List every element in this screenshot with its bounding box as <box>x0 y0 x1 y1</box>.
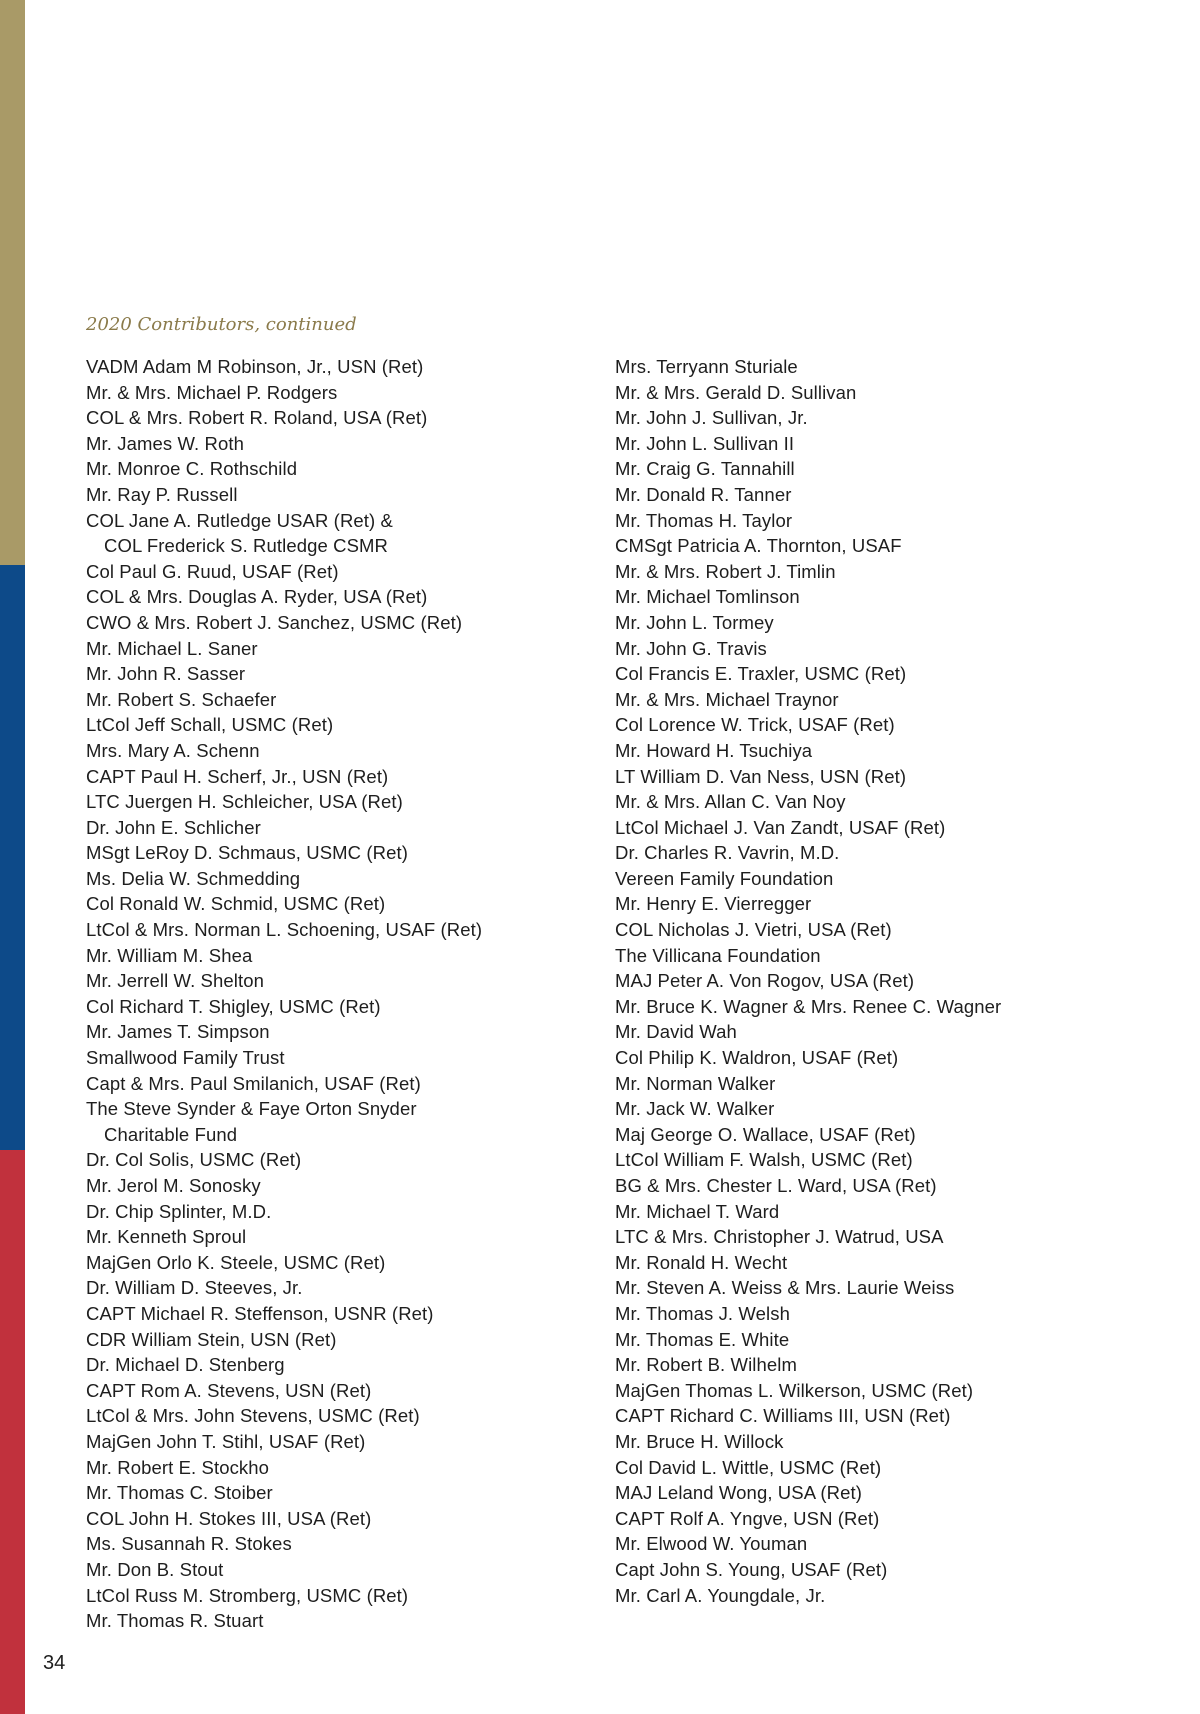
contributor-name: Mr. Michael T. Ward <box>615 1200 780 1222</box>
contributor-name: Mr. Robert S. Schaefer <box>86 688 277 710</box>
contributor-name: Mr. Bruce K. Wagner & Mrs. Renee C. Wagner <box>615 995 1002 1017</box>
contributor-name: COL Frederick S. Rutledge CSMR <box>104 535 389 557</box>
contributor-name: Mr. Jerol M. Sonosky <box>86 1175 261 1196</box>
contributor-name: Col Paul G. Ruud, USAF (Ret) <box>86 560 339 582</box>
contributor-name: MAJ Leland Wong, USA (Ret) <box>615 1482 862 1504</box>
contributor-name: Mr. & Mrs. Robert J. Timlin <box>615 560 836 582</box>
contributor-name: VADM Adam M Robinson, Jr., USN (Ret) <box>86 356 424 377</box>
contributor-name: COL Nicholas J. Vietri, USA (Ret) <box>615 919 892 941</box>
contributor-name: Mr. & Mrs. Gerald D. Sullivan <box>615 381 857 403</box>
contributor-name: Dr. Col Solis, USMC (Ret) <box>86 1149 302 1171</box>
contributor-name: COL & Mrs. Robert R. Roland, USA (Ret) <box>86 407 428 429</box>
contributor-name: Mr. & Mrs. Michael P. Rodgers <box>86 381 338 403</box>
contributor-name: LtCol Russ M. Stromberg, USMC (Ret) <box>86 1584 409 1606</box>
contributor-name: Mr. Steven A. Weiss & Mrs. Laurie Weiss <box>615 1277 955 1299</box>
contributor-name: Maj George O. Wallace, USAF (Ret) <box>615 1123 916 1145</box>
contributor-name: CMSgt Patricia A. Thornton, USAF <box>615 535 902 557</box>
contributor-name: Dr. John E. Schlicher <box>86 816 261 838</box>
contributor-name: Mr. Michael L. Saner <box>86 637 258 659</box>
contributor-name: COL & Mrs. Douglas A. Ryder, USA (Ret) <box>86 586 428 608</box>
contributor-name: Mr. Jerrell W. Shelton <box>86 970 265 992</box>
contributor-name: Mr. James T. Simpson <box>86 1021 270 1043</box>
red-side-stripe <box>0 1150 25 1714</box>
contributor-name: Dr. Michael D. Stenberg <box>86 1354 285 1376</box>
contributor-name: Mr. Thomas H. Taylor <box>615 509 793 531</box>
contributor-name: LtCol & Mrs. Norman L. Schoening, USAF (Ret) <box>86 919 483 941</box>
contributor-name: The Villicana Foundation <box>615 944 821 966</box>
contributor-name: COL Jane A. Rutledge USAR (Ret) & <box>86 509 393 531</box>
contributor-name: Mr. John L. Tormey <box>615 611 774 633</box>
contributor-name: Mrs. Mary A. Schenn <box>86 739 260 761</box>
contributor-name: Mr. Monroe C. Rothschild <box>86 458 298 480</box>
contributor-name: CAPT Paul H. Scherf, Jr., USN (Ret) <box>86 765 389 787</box>
contributor-name: Vereen Family Foundation <box>615 867 834 889</box>
contributor-name: CDR William Stein, USN (Ret) <box>86 1328 337 1350</box>
page-number: 34 <box>43 1652 66 1674</box>
contributor-name: Dr. William D. Steeves, Jr. <box>86 1277 303 1299</box>
contributor-name: Col David L. Wittle, USMC (Ret) <box>615 1456 882 1478</box>
contributor-name: Mr. James W. Roth <box>86 432 244 454</box>
contributor-name: MajGen Thomas L. Wilkerson, USMC (Ret) <box>615 1379 974 1401</box>
blue-side-stripe <box>0 565 25 1150</box>
contributor-name: LtCol William F. Walsh, USMC (Ret) <box>615 1149 913 1171</box>
contributor-name: Mr. Thomas J. Welsh <box>615 1302 790 1324</box>
contributor-name: Mr. Thomas E. White <box>615 1328 790 1350</box>
contributors-left-column <box>86 354 586 1634</box>
contributor-name: LtCol Jeff Schall, USMC (Ret) <box>86 714 334 736</box>
contributor-name: Smallwood Family Trust <box>86 1047 285 1069</box>
contributor-name: Mr. Henry E. Vierregger <box>615 893 812 915</box>
contributor-name: Ms. Susannah R. Stokes <box>86 1533 292 1555</box>
contributor-name: LTC Juergen H. Schleicher, USA (Ret) <box>86 791 403 813</box>
contributor-name: LtCol & Mrs. John Stevens, USMC (Ret) <box>86 1405 420 1427</box>
contributor-name: Mr. Carl A. Youngdale, Jr. <box>615 1584 826 1606</box>
contributor-name: Col Philip K. Waldron, USAF (Ret) <box>615 1047 899 1069</box>
contributor-name: CAPT Michael R. Steffenson, USNR (Ret) <box>86 1302 434 1324</box>
contributor-name: Col Lorence W. Trick, USAF (Ret) <box>615 714 895 736</box>
contributor-name: Col Francis E. Traxler, USMC (Ret) <box>615 663 907 685</box>
contributor-name: Mr. Michael Tomlinson <box>615 586 800 608</box>
contributor-name: Mr. Elwood W. Youman <box>615 1533 808 1555</box>
contributor-name: Dr. Chip Splinter, M.D. <box>86 1200 272 1222</box>
contributor-name: Mr. Thomas R. Stuart <box>86 1610 264 1632</box>
contributor-name: Capt John S. Young, USAF (Ret) <box>615 1558 888 1580</box>
contributor-name: Mr. John R. Sasser <box>86 663 246 685</box>
contributor-name: Mr. Craig G. Tannahill <box>615 458 795 480</box>
contributor-name: Mr. Ray P. Russell <box>86 483 238 505</box>
contributor-name: COL John H. Stokes III, USA (Ret) <box>86 1507 372 1529</box>
contributor-name: Col Richard T. Shigley, USMC (Ret) <box>86 995 381 1017</box>
contributor-name: Mr. Robert B. Wilhelm <box>615 1354 797 1376</box>
contributor-name: Mr. Robert E. Stockho <box>86 1456 270 1478</box>
contributor-name: Capt & Mrs. Paul Smilanich, USAF (Ret) <box>86 1072 421 1094</box>
contributor-name: Mr. William M. Shea <box>86 944 253 966</box>
gold-side-stripe <box>0 0 25 565</box>
contributor-name: Mr. John J. Sullivan, Jr. <box>615 407 808 429</box>
contributor-name: Mr. John L. Sullivan II <box>615 432 795 454</box>
contributor-name: BG & Mrs. Chester L. Ward, USA (Ret) <box>615 1175 937 1196</box>
contributor-name: The Steve Synder & Faye Orton Snyder <box>86 1098 417 1120</box>
contributor-name: MSgt LeRoy D. Schmaus, USMC (Ret) <box>86 842 408 864</box>
contributors-right-column <box>615 354 1175 1608</box>
contributor-name: Mr. Norman Walker <box>615 1072 776 1094</box>
contributor-name: Mr. Donald R. Tanner <box>615 483 792 505</box>
contributor-name: Mr. Thomas C. Stoiber <box>86 1482 273 1504</box>
contributor-name: CWO & Mrs. Robert J. Sanchez, USMC (Ret) <box>86 611 463 633</box>
contributor-name: CAPT Rolf A. Yngve, USN (Ret) <box>615 1507 880 1529</box>
contributor-name: LtCol Michael J. Van Zandt, USAF (Ret) <box>615 816 946 838</box>
contributor-name: Mr. Howard H. Tsuchiya <box>615 739 813 761</box>
contributor-name: MAJ Peter A. Von Rogov, USA (Ret) <box>615 970 915 992</box>
contributor-name: MajGen John T. Stihl, USAF (Ret) <box>86 1430 366 1452</box>
contributor-name: Mrs. Terryann Sturiale <box>615 356 798 377</box>
contributor-name: Charitable Fund <box>104 1123 238 1145</box>
contributor-name: Mr. Bruce H. Willock <box>615 1430 784 1452</box>
contributor-name: CAPT Rom A. Stevens, USN (Ret) <box>86 1379 372 1401</box>
contributor-name: CAPT Richard C. Williams III, USN (Ret) <box>615 1405 951 1427</box>
section-heading: 2020 Contributors, continued <box>86 314 357 335</box>
contributor-name: Mr. & Mrs. Allan C. Van Noy <box>615 791 846 813</box>
contributor-name: MajGen Orlo K. Steele, USMC (Ret) <box>86 1251 386 1273</box>
contributor-name: Mr. Don B. Stout <box>86 1558 224 1580</box>
contributor-name: Mr. John G. Travis <box>615 637 767 659</box>
contributor-name: Col Ronald W. Schmid, USMC (Ret) <box>86 893 386 915</box>
contributor-name: Mr. & Mrs. Michael Traynor <box>615 688 839 710</box>
contributor-name: Mr. Jack W. Walker <box>615 1098 775 1120</box>
contributor-name: Dr. Charles R. Vavrin, M.D. <box>615 842 840 864</box>
contributor-name: Mr. David Wah <box>615 1021 737 1043</box>
contributor-name: LT William D. Van Ness, USN (Ret) <box>615 765 907 787</box>
contributor-name: Ms. Delia W. Schmedding <box>86 867 301 889</box>
contributor-name: Mr. Kenneth Sproul <box>86 1226 247 1248</box>
contributor-name: LTC & Mrs. Christopher J. Watrud, USA <box>615 1226 944 1248</box>
contributor-name: Mr. Ronald H. Wecht <box>615 1251 788 1273</box>
